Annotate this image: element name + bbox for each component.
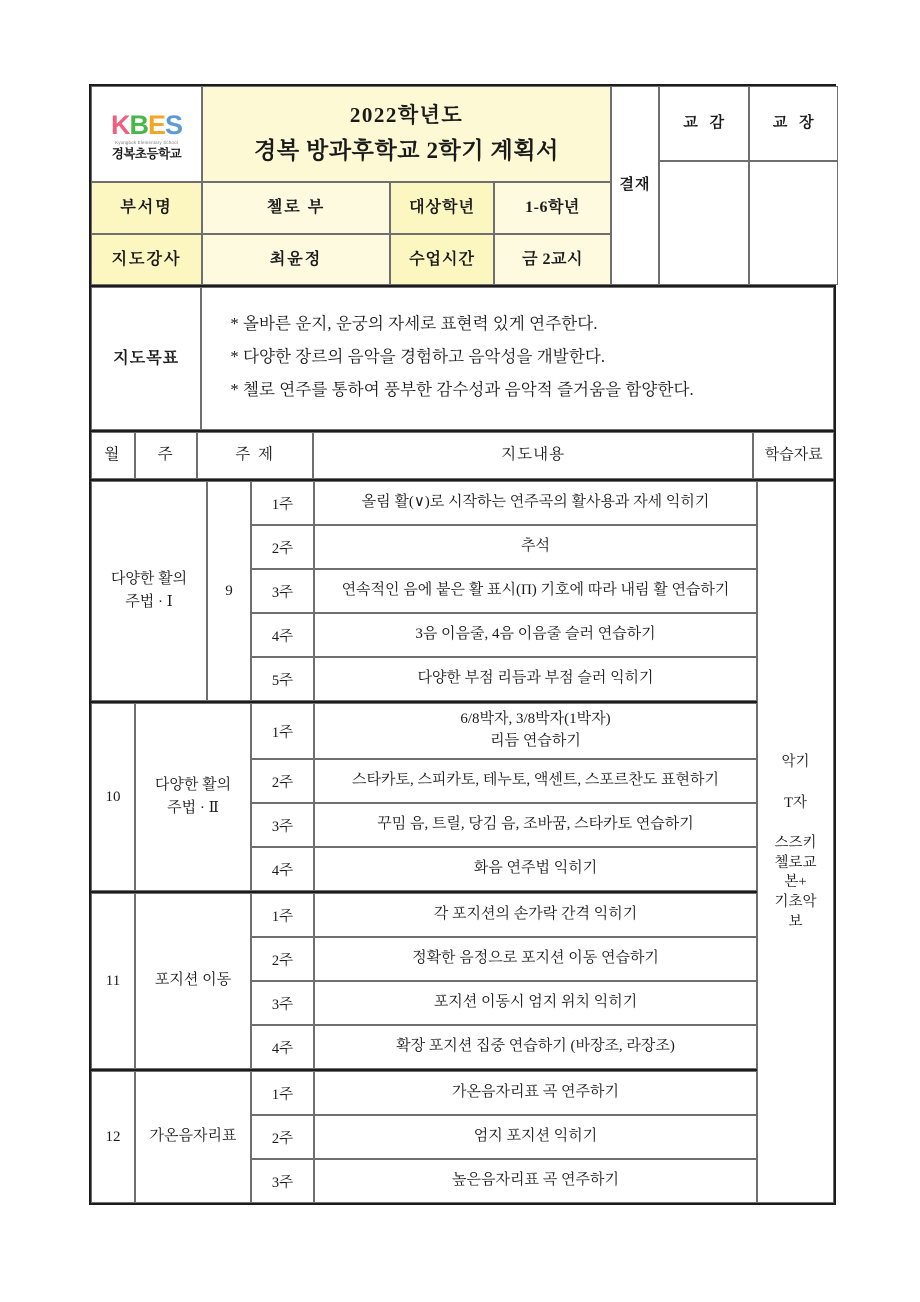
table-row (251, 525, 757, 569)
document-title (202, 86, 611, 182)
weeks-column-10 (251, 703, 757, 891)
column-header-content: 지도내용 (313, 432, 754, 479)
approval-label: 결재 (611, 86, 659, 285)
weeks-column-12 (251, 1071, 757, 1203)
lesson-content: 연속적인 음에 붙은 활 표시(Π) 기호에 따라 내림 활 연습하기 (314, 569, 757, 613)
lesson-content: 올림 활(∨)로 시작하는 연주곡의 활사용과 자세 익히기 (314, 481, 757, 525)
week-label: 3주 (251, 569, 314, 613)
school-logo (91, 86, 202, 182)
material-line-5: 보 (788, 913, 803, 930)
department-value: 첼로 부 (202, 182, 390, 233)
approval-principal-stamp[interactable] (749, 161, 839, 285)
week-label: 1주 (251, 703, 314, 759)
month-block-10 (91, 703, 757, 893)
lesson-content-line-1: 6/8박자, 3/8박자(1박자) (460, 711, 611, 728)
logo-subtitle-korean: 경복초등학교 (111, 146, 182, 161)
month-value: 12 (91, 1071, 135, 1203)
week-label: 1주 (251, 893, 314, 937)
week-label: 1주 (251, 481, 314, 525)
header-title-row (91, 86, 611, 182)
class-time-value: 금 2교시 (494, 234, 611, 285)
approval-vice-principal-stamp[interactable] (659, 161, 749, 285)
lesson-content: 각 포지션의 손가락 간격 익히기 (314, 893, 757, 937)
title-line-2: 경복 방과후학교 2학기 계획서 (254, 137, 559, 163)
week-label: 2주 (251, 759, 314, 803)
lesson-content: 확장 포지션 집중 연습하기 (바장조, 라장조) (314, 1025, 757, 1069)
logo-letter-e: E (147, 109, 165, 140)
title-line-1: 2022학년도 (349, 102, 464, 127)
approval-principal-label: 교 장 (749, 86, 839, 161)
teaching-goals-section (91, 287, 834, 432)
target-grade-value: 1-6학년 (494, 182, 611, 233)
lesson-content: 스타카토, 스피카토, 테누토, 액센트, 스포르찬도 표현하기 (314, 759, 757, 803)
approval-header-row (659, 86, 838, 161)
approval-signature-row (659, 161, 838, 285)
lesson-content: 화음 연주법 익히기 (314, 847, 757, 891)
table-row (251, 759, 757, 803)
material-line-4: 기초악 (774, 894, 817, 910)
header-info-row-2 (91, 234, 611, 285)
logo-subtitle-english: Kyungbok Elementary School (115, 139, 178, 145)
approval-section (611, 86, 838, 285)
schedule-table (91, 432, 834, 1203)
topic-value (135, 703, 251, 891)
schedule-header-row (91, 432, 834, 481)
goal-line-2: * 다양한 장르의 음악을 경험하고 음악성을 개발한다. (230, 346, 606, 366)
table-row (251, 937, 757, 981)
lesson-content: 엄지 포지션 익히기 (314, 1115, 757, 1159)
topic-value (135, 893, 251, 1069)
topic-value (135, 1071, 251, 1203)
material-item: T자 (784, 795, 807, 812)
table-row (251, 569, 757, 613)
logo-kbes-wordmark (110, 109, 183, 140)
material-line-3: 본+ (784, 874, 807, 891)
topic-line-1: 다양한 활의 (110, 570, 188, 587)
lesson-content: 높은음자리표 곡 연주하기 (314, 1159, 757, 1203)
week-label: 3주 (251, 981, 314, 1025)
table-row (251, 1071, 757, 1115)
week-label: 4주 (251, 847, 314, 891)
table-row (251, 481, 757, 525)
month-value: 9 (207, 481, 251, 701)
schedule-month-blocks (91, 481, 757, 1203)
table-row (251, 847, 757, 891)
table-row (251, 1159, 757, 1203)
material-line-1: 스즈키 (774, 835, 817, 852)
lesson-content: 꾸밈 음, 트릴, 당김 음, 조바꿈, 스타카토 연습하기 (314, 803, 757, 847)
plan-document-table (89, 84, 836, 1205)
approval-grid (659, 86, 838, 285)
column-header-materials: 학습자료 (753, 432, 834, 479)
month-value: 11 (91, 893, 135, 1069)
header-info-row-1 (91, 182, 611, 233)
document-header (91, 86, 834, 287)
logo-letter-k: K (110, 109, 130, 140)
goal-line-1: * 올바른 운지, 운궁의 자세로 표현력 있게 연주한다. (230, 313, 598, 333)
teaching-goals-body (201, 287, 834, 430)
topic-line-1: 다양한 활의 (154, 776, 232, 793)
table-row (251, 1025, 757, 1069)
lesson-content (314, 703, 757, 759)
teaching-goals-label: 지도목표 (91, 287, 201, 430)
lesson-content-line-2: 리듬 연습하기 (490, 733, 581, 749)
approval-vice-principal-label: 교 감 (659, 86, 749, 161)
week-label: 5주 (251, 657, 314, 701)
table-row (251, 703, 757, 759)
lesson-content: 다양한 부점 리듬과 부점 슬러 익히기 (314, 657, 757, 701)
lesson-content: 정확한 음정으로 포지션 이동 연습하기 (314, 937, 757, 981)
table-row (251, 893, 757, 937)
weeks-column-9 (251, 481, 757, 701)
table-row (251, 981, 757, 1025)
week-label: 3주 (251, 803, 314, 847)
week-label: 1주 (251, 1071, 314, 1115)
month-block-11 (91, 893, 757, 1071)
instructor-label: 지도강사 (91, 234, 202, 285)
table-row (251, 803, 757, 847)
column-header-month: 월 (91, 432, 135, 479)
topic-value (91, 481, 207, 701)
week-label: 2주 (251, 525, 314, 569)
logo-letter-b: B (129, 109, 148, 140)
week-label: 3주 (251, 1159, 314, 1203)
column-header-topic: 주 제 (197, 432, 312, 479)
material-line-2: 첼로교 (774, 854, 817, 871)
topic-line-1: 가온음자리표 (149, 1128, 237, 1145)
topic-line-1: 포지션 이동 (154, 972, 232, 989)
table-row (251, 657, 757, 701)
instructor-value: 최윤정 (202, 234, 390, 285)
material-item: 악기 (781, 753, 810, 770)
lesson-content: 가온음자리표 곡 연주하기 (314, 1071, 757, 1115)
materials-merged-cell (757, 481, 834, 1203)
table-row (251, 1115, 757, 1159)
topic-line-2: 주법 · Ⅱ (167, 800, 219, 816)
target-grade-label: 대상학년 (390, 182, 494, 233)
month-value: 10 (91, 703, 135, 891)
header-left-section (91, 86, 611, 285)
topic-line-2: 주법 · Ⅰ (125, 594, 173, 610)
lesson-content: 포지션 이동시 엄지 위치 익히기 (314, 981, 757, 1025)
week-label: 2주 (251, 1115, 314, 1159)
week-label: 4주 (251, 613, 314, 657)
table-row (251, 613, 757, 657)
material-item (774, 834, 816, 932)
week-label: 2주 (251, 937, 314, 981)
class-time-label: 수업시간 (390, 234, 494, 285)
goal-line-3: * 첼로 연주를 통하여 풍부한 감수성과 음악적 즐거움을 함양한다. (230, 379, 694, 399)
logo-letter-s: S (165, 109, 183, 140)
lesson-content: 3음 이음줄, 4음 이음줄 슬러 연습하기 (314, 613, 757, 657)
schedule-body (91, 481, 834, 1203)
lesson-content: 추석 (314, 525, 757, 569)
month-block-9 (91, 481, 757, 703)
week-label: 4주 (251, 1025, 314, 1069)
weeks-column-11 (251, 893, 757, 1069)
department-label: 부서명 (91, 182, 202, 233)
column-header-week: 주 (135, 432, 198, 479)
month-block-12 (91, 1071, 757, 1203)
